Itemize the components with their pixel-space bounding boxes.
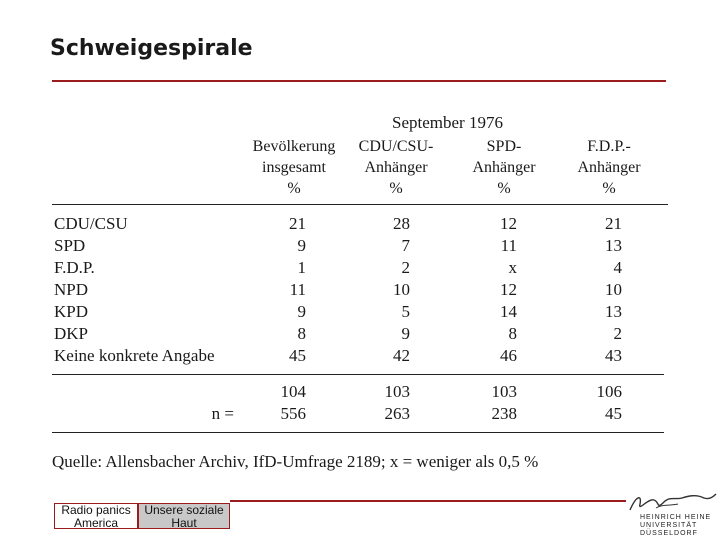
row-label: DKP: [54, 324, 89, 343]
nav-link-radio-panics[interactable]: Radio panics America: [54, 503, 138, 529]
cell: 42: [393, 346, 410, 365]
cell: 12: [500, 280, 517, 299]
cell: 28: [393, 214, 410, 233]
n-cell: 45: [605, 404, 622, 423]
slide-title: Schweigespirale: [50, 36, 253, 61]
row-label: NPD: [54, 280, 89, 299]
cell: 8: [297, 324, 306, 343]
row-label: SPD: [54, 236, 86, 255]
row-label: Keine konkrete Angabe: [54, 346, 215, 365]
cell: 43: [605, 346, 622, 365]
column-header-2: CDU/CSU- Anhänger %: [358, 138, 434, 197]
cell: 13: [605, 236, 622, 255]
total-cell: 106: [596, 382, 622, 401]
signature-icon: [626, 488, 718, 516]
column-header-4: F.D.P.- Anhänger %: [577, 138, 641, 197]
cell: 21: [289, 214, 306, 233]
total-cell: 103: [491, 382, 517, 401]
cell: 10: [393, 280, 410, 299]
cell: 2: [401, 258, 410, 277]
cell: 46: [500, 346, 517, 365]
cell: 13: [605, 302, 622, 321]
cell: 7: [401, 236, 410, 255]
cell: 9: [297, 236, 306, 255]
row-label: KPD: [54, 302, 89, 321]
cell: 10: [605, 280, 622, 299]
header-divider: [52, 204, 668, 205]
cell: 11: [289, 280, 306, 299]
cell: 5: [401, 302, 410, 321]
logo-text: HEINRICH HEINE UNIVERSITÄT DÜSSELDORF: [640, 514, 712, 537]
column-header-3: SPD- Anhänger %: [472, 138, 536, 197]
total-cell: 103: [384, 382, 410, 401]
n-label: n =: [211, 404, 234, 423]
cell: 1: [297, 258, 306, 277]
survey-date: September 1976: [392, 113, 503, 132]
cell: 4: [613, 258, 622, 277]
footer-rule: [230, 500, 626, 502]
cell: 9: [297, 302, 306, 321]
university-logo: [626, 488, 718, 538]
totals-divider: [52, 374, 664, 375]
survey-table-scan: [52, 110, 668, 480]
cell: 21: [605, 214, 622, 233]
cell: x: [508, 258, 517, 277]
n-cell: 556: [280, 404, 306, 423]
cell: 12: [500, 214, 517, 233]
cell: 14: [500, 302, 517, 321]
nav-link-unsere-soziale-haut[interactable]: Unsere soziale Haut: [138, 503, 230, 529]
row-label: F.D.P.: [54, 258, 95, 277]
column-header-1: Bevölkerung insgesamt %: [252, 138, 336, 197]
footer-divider: [52, 432, 664, 433]
cell: 2: [613, 324, 622, 343]
title-divider: [52, 80, 666, 82]
source-note: Quelle: Allensbacher Archiv, IfD-Umfrage 2189; x = weniger als 0,5 %: [52, 452, 539, 471]
cell: 11: [500, 236, 517, 255]
total-cell: 104: [280, 382, 306, 401]
cell: 9: [401, 324, 410, 343]
row-label: CDU/CSU: [54, 214, 128, 233]
cell: 8: [508, 324, 517, 343]
cell: 45: [289, 346, 306, 365]
n-cell: 263: [384, 404, 410, 423]
n-cell: 238: [491, 404, 517, 423]
